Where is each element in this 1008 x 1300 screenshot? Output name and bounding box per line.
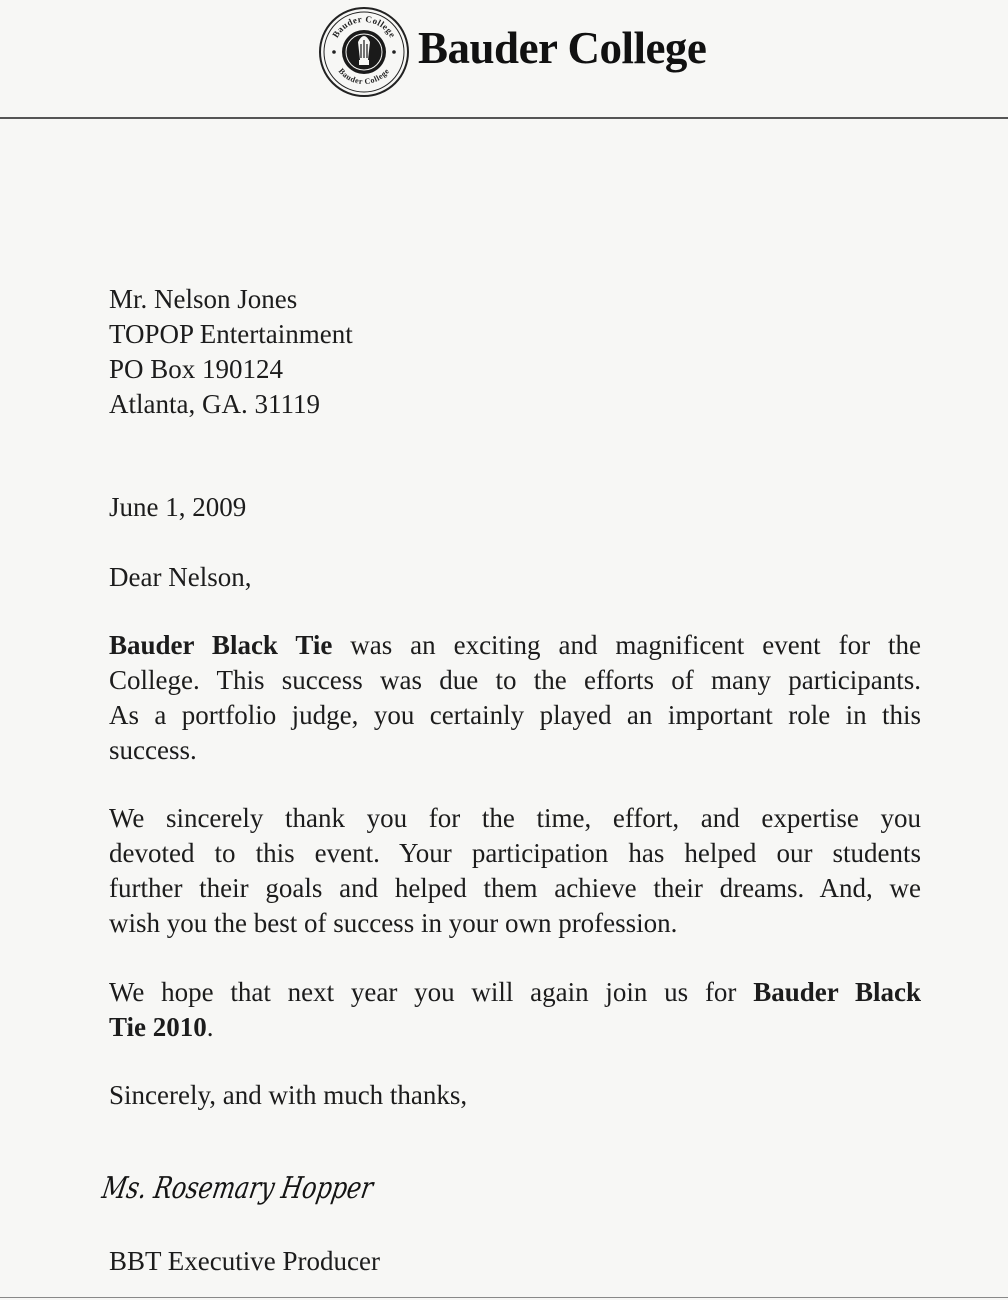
recipient-address xyxy=(109,282,921,422)
paragraph-1 xyxy=(109,628,921,768)
paragraph-2-line-3: further their goals and helped them achieve their dreams. And, we xyxy=(109,873,921,903)
closing-text: Sincerely, and with much thanks, xyxy=(109,1080,468,1110)
signer-title xyxy=(109,1244,921,1279)
paragraph-3-line-1 xyxy=(109,975,921,1010)
next-event-bold-2: Tie 2010 xyxy=(109,1012,207,1042)
letterhead xyxy=(0,0,1008,124)
paragraph-3-line-2 xyxy=(109,1010,921,1045)
college-name: Bauder College xyxy=(418,23,707,73)
svg-text:Bauder College: Bauder College xyxy=(330,13,398,40)
paragraph-1-line-1 xyxy=(109,628,921,663)
bottom-rule xyxy=(0,1297,1008,1298)
college-seal-icon xyxy=(318,6,410,98)
paragraph-1-line-1-text: was an exciting and magnificent event for the xyxy=(332,630,921,660)
handwritten-signature xyxy=(99,1158,447,1218)
recipient-city-state-zip: Atlanta, GA. 31119 xyxy=(109,389,320,419)
salutation-text: Dear Nelson, xyxy=(109,562,252,592)
paragraph-1-line-4: success. xyxy=(109,735,197,765)
svg-text:Bauder College: Bauder College xyxy=(336,66,392,87)
paragraph-2-line-2: devoted to this event. Your participation has helped our students xyxy=(109,838,921,868)
recipient-name: Mr. Nelson Jones xyxy=(109,284,298,314)
paragraph-2 xyxy=(109,801,921,941)
paragraph-1-line-2: College. This success was due to the efforts of many participants. xyxy=(109,665,921,695)
salutation xyxy=(109,560,921,595)
paragraph-2-line-1: We sincerely thank you for the time, effort, and expertise you xyxy=(109,803,921,833)
letter-date xyxy=(109,490,921,525)
letterhead-rule xyxy=(0,117,1008,119)
next-event-bold-1: Bauder Black xyxy=(753,977,922,1007)
recipient-company: TOPOP Entertainment xyxy=(109,319,353,349)
paragraph-2-line-4: wish you the best of success in your own profession. xyxy=(109,908,678,938)
paragraph-3-line-1-text: We hope that next year you will again join us for xyxy=(109,977,754,1007)
paragraph-3 xyxy=(109,975,921,1045)
paragraph-3-line-2-end: . xyxy=(206,1012,214,1042)
signer-title-text: BBT Executive Producer xyxy=(109,1246,380,1276)
event-name-bold: Bauder Black Tie xyxy=(109,630,333,660)
paragraph-1-line-3: As a portfolio judge, you certainly played an important role in this xyxy=(109,700,921,730)
signature-text: Ms. Rosemary Hopper xyxy=(99,1171,447,1206)
date-text: June 1, 2009 xyxy=(109,492,247,522)
recipient-po-box: PO Box 190124 xyxy=(109,354,284,384)
closing xyxy=(109,1078,921,1113)
